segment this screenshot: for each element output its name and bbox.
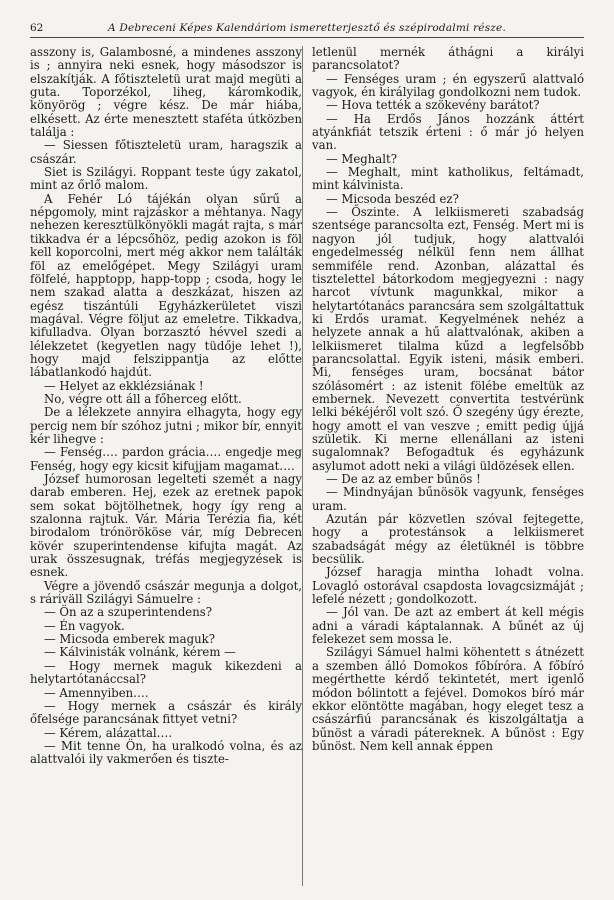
paragraph: — Meghalt, mint katholikus, feltámadt, mint kálvinista. xyxy=(312,165,584,193)
page-number: 62 xyxy=(30,22,44,34)
paragraph: asszony is, Galambosné, a mindenes asszony is ; annyira neki esnek, hogy másodszor is elszakítják. A főtiszteletü urat majd megüti a guta. Toporzékol, liheg, káromkodik, könyörög ; végre kész. De már hiába, elkésett. Az érte menesztett staféta útközben találja : xyxy=(30,45,302,140)
paragraph: Szilágyi Sámuel halmi köhentett s átnézett a szemben álló Domokos főbíróra. A főbíró megérthette kérdő tekintetét, mert igenlő módon bólintott a fejével. Domokos bíró már ekkor elöntötte magában, hogy eleget tesz a császárfiú parancsának és kiszolgáltatja a bűnöst a váradi pátereknek. A bűnöst : Egy bűnöst. Nem kell annak éppen xyxy=(312,645,584,753)
paragraph: — Hova tették a szökevény barátot? xyxy=(326,98,540,113)
paragraph: Azután pár közvetlen szóval fejtegette, hogy a protestánsok a lelkiismeret szabadságát mégy az életüknél is többre becsülik. xyxy=(312,512,584,567)
paragraph: — Kálvinisták volnánk, kérem — xyxy=(44,645,236,660)
paragraph: — Hogy mernek a császár és király őfelsége parancsának fittyet vetni? xyxy=(30,698,302,727)
column-divider xyxy=(302,46,303,886)
paragraph: — Őszinte. A lelkiismereti szabadság szentsége parancsolta ezt, Fenség. Mert mi is nagyon jól tudjuk, hogy alattvalói engedelmesség nélkül fenn nem állhat semmiféle rend. Azonban, alázattal és tisztelettel bátorkodom megjegyezni : nagy harcot vívtunk magunkkal, mikor a helytartótanács parancsára sem szolgáltattuk ki Erdős uramat. Kegyelmének nehéz a helyzete annak a hű alattvalónak, akiben a lelkiismeret tilalma kűzd a legfelsőbb parancsolattal. Egyik isteni, másik emberi. Mi, fenséges uram, bocsánat bátor szólásomért : az istenit fölébe emeltük az embernek. Nevezett convertita testvérünk lelki békéjéről volt szó. Ő szegény úgy érezte, hogy amott el van veszve ; emitt pedig újjá születik. Ki merne ellenállani az isteni sugalomnak? Befogadtuk és egyházunk asylumot adott neki a világi üldözések ellen. xyxy=(312,205,584,473)
paragraph: letlenül mernék áthágni a királyi parancsolatot? xyxy=(312,45,584,73)
paragraph: — De az az ember bűnös ! xyxy=(326,472,481,486)
running-title: A Debreceni Képes Kalendáriom ismeretterjesztő és szépirodalmi része. xyxy=(108,22,506,34)
paragraph: — Mindnyájan bűnösök vagyunk, fenséges uram. xyxy=(312,485,584,513)
paragraph: De a lélekzete annyira elhagyta, hogy egy percig nem bír szóhoz jutni ; mikor bír, ennyit kér lihegve : xyxy=(30,405,302,446)
paragraph: József humorosan legelteti szemét a nagy darab emberen. Hej, ezek az eretnek papok sem sokat böjtölhetnek, hogy így reng a szalonna rajtuk. Vár. Mária Terézia fia, két birodalom trónörököse vár, míg Debrecen kövér szuperintendense kifujta magát. Az urak összesugnak, tréfás megjegyzések is esnek. xyxy=(30,472,302,580)
paragraph: No, végre ott áll a főherceg előtt. xyxy=(44,391,242,406)
paragraph: — Mit tenne Ön, ha uralkodó volna, és az alattvalói ily vakmerően és tiszte- xyxy=(30,738,302,767)
paragraph: — Ha Erdős János hozzánk áttért atyánkfiát tetszik érteni : ő már jó helyen van. xyxy=(312,111,584,153)
paragraph: — Micsoda beszéd ez? xyxy=(326,191,459,206)
paragraph: Végre a jövendő császár megunja a dolgot, s ráriväll Szilágyi Sámuelre : xyxy=(30,578,302,607)
paragraph: — Helyet az ekklézsiának ! xyxy=(44,378,204,393)
paragraph: — Fenség…. pardon grácia…. engedje meg Fenség, hogy egy kicsit kifujjam magamat…. xyxy=(30,445,302,473)
paragraph: — Kérem, alázattal…. xyxy=(44,725,173,740)
paragraph: — Meghalt? xyxy=(326,151,397,166)
paragraph: József haragja mintha lohadt volna. Lovagló ostorával csapdosta lovagcsizmáját ; lefelé nézett ; gondolkozott. xyxy=(312,565,584,607)
paragraph: — Én vagyok. xyxy=(44,618,125,633)
paragraph: — Fenséges uram ; én egyszerű alattvaló vagyok, én királyilag gondolkozni nem tudok. xyxy=(312,71,584,100)
paragraph: — Ön az a szuperintendens? xyxy=(44,605,213,620)
paragraph: — Amennyiben…. xyxy=(44,685,149,700)
paragraph: — Jól van. De azt az embert át kell mégis adni a váradi káptalannak. A bűnét az új felekezet sem mossa le. xyxy=(312,605,584,647)
paragraph: — Hogy mernek maguk kikezdeni a helytartótanáccsal? xyxy=(30,658,302,687)
left-column xyxy=(30,46,302,767)
running-header xyxy=(30,14,584,38)
paragraph: A Fehér Ló tájékán olyan sűrű a népgomoly, mint rajzáskor a méhtanya. Nagy nehezen keresztülkönyökli magát rajta, s már tikkadva ér a lépcsőhöz, pedig azokon is föl kell koporcolni, mert még akkor nem találták föl az emelőgépet. Megy Szilágyi uram fölfelé, happtopp, happ-topp ; csoda, hogy le nem szakad alatta a deszkázat, hiszen az egész tiszántúli Egyházkerületet viszi magával. Végre följut az emeletre. Tikkadva, kifulladva. Olyan borzasztó hévvel szedi a lélekzetet (kegyetlen nagy tüdője lehet !), hogy majd felszippantja az előtte lábatlankodó hajdút. xyxy=(30,191,302,380)
right-column xyxy=(312,46,584,753)
paragraph: — Micsoda emberek maguk? xyxy=(44,632,215,647)
paragraph: Siet is Szilágyi. Roppant teste úgy zakatol, mint az őrlő malom. xyxy=(30,165,302,193)
paragraph: — Siessen főtiszteletü uram, haragszik a császár. xyxy=(30,138,302,166)
